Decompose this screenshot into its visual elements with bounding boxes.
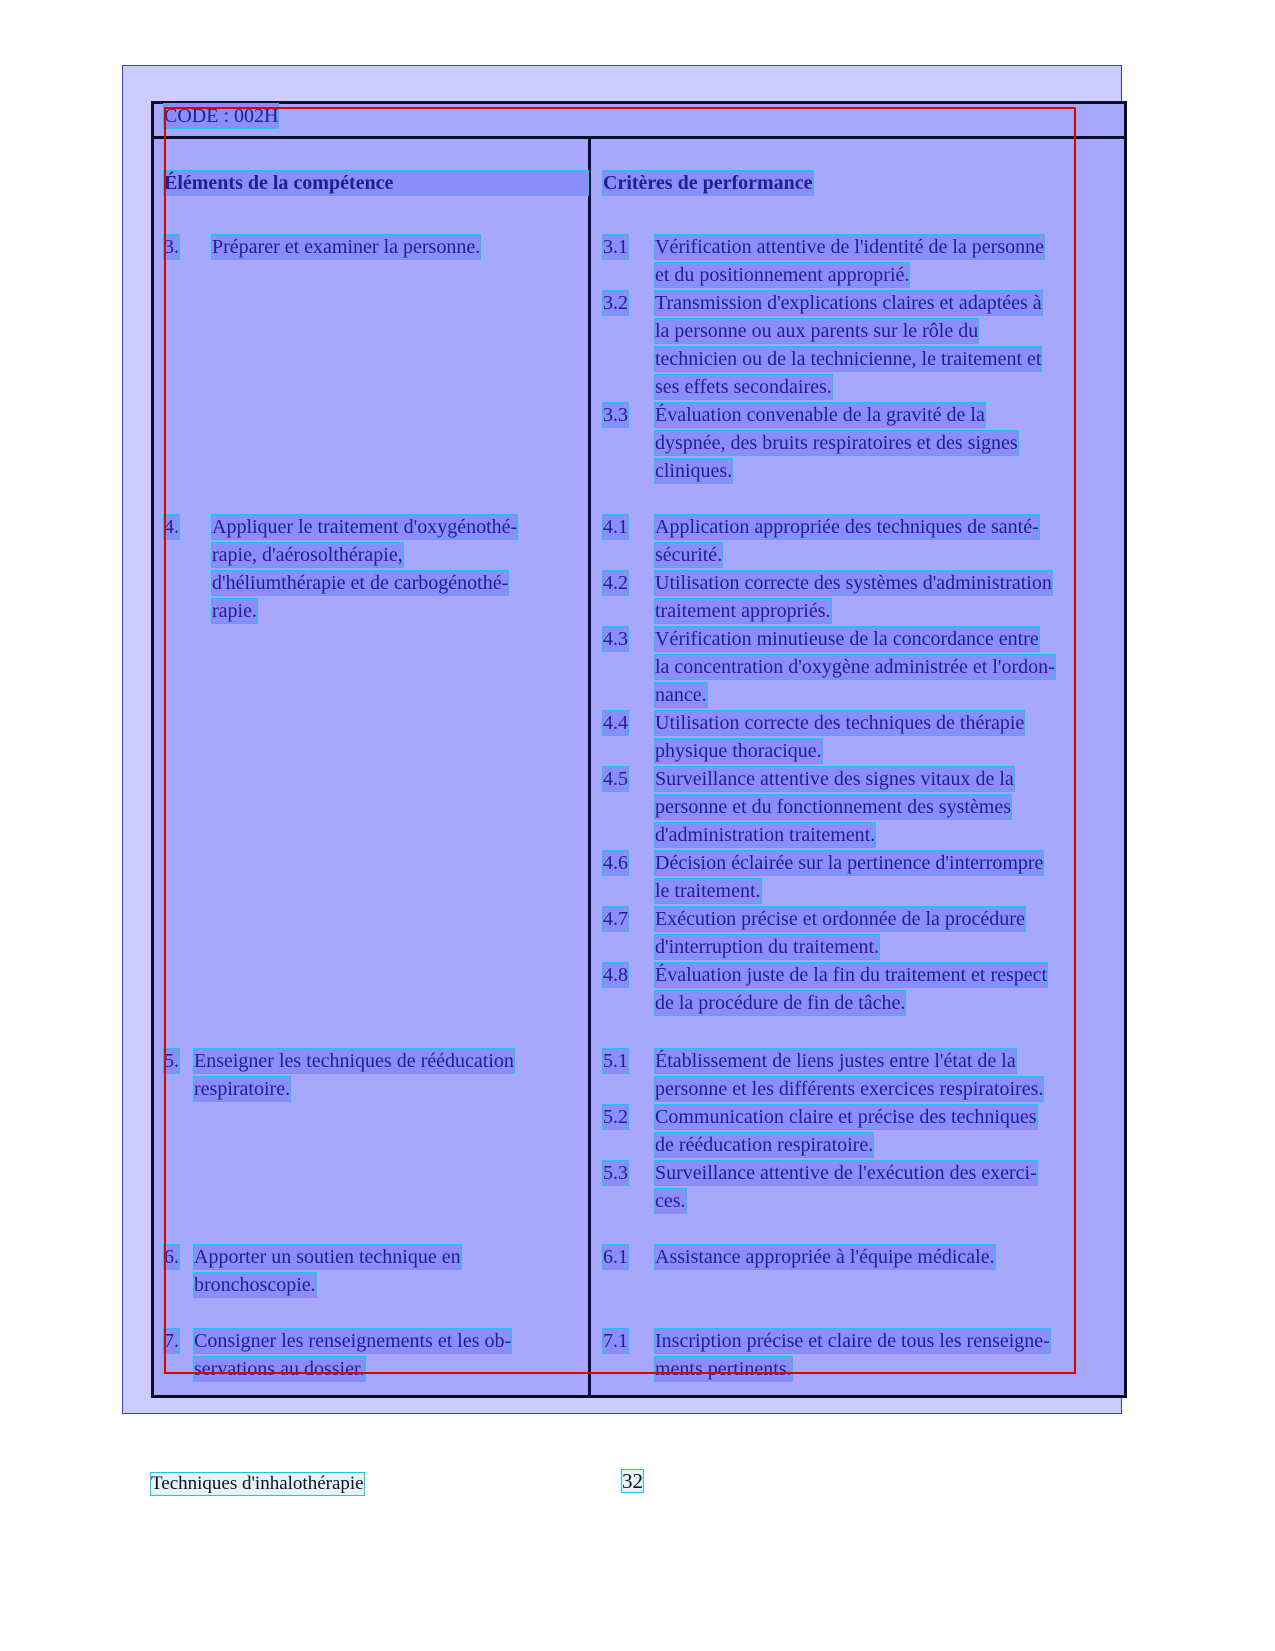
criterion-text-line: Décision éclairée sur la pertinence d'interrompre	[655, 852, 1044, 874]
criterion-text-line: ces.	[655, 1190, 686, 1212]
criterion-text-line: le traitement.	[655, 880, 761, 902]
criterion-text-line: Exécution précise et ordonnée de la procédure	[655, 908, 1025, 930]
element-number: 6.	[164, 1246, 179, 1268]
criterion-text-line: Surveillance attentive de l'exécution des exerci-	[655, 1162, 1037, 1184]
criterion-text-line: de rééducation respiratoire.	[655, 1134, 874, 1156]
criterion-text-line: Application appropriée des techniques de santé-	[655, 516, 1039, 538]
element-number: 4.	[164, 516, 179, 538]
criterion-number: 4.4	[603, 712, 628, 734]
criterion-text-line: Surveillance attentive des signes vitaux de la	[655, 768, 1014, 790]
criterion-text-line: Inscription précise et claire de tous les renseigne-	[655, 1330, 1050, 1352]
element-number: 5.	[164, 1050, 179, 1072]
header-elements: Éléments de la compétence	[164, 171, 588, 195]
element-text-line: d'héliumthérapie et de carbogénothé-	[212, 572, 509, 594]
criterion-text-line: ses effets secondaires.	[655, 376, 832, 398]
criterion-number: 4.7	[603, 908, 628, 930]
criterion-text-line: Établissement de liens justes entre l'état de la	[655, 1050, 1016, 1072]
element-text-line: rapie.	[212, 600, 257, 622]
criterion-number: 4.3	[603, 628, 628, 650]
element-text-line: Enseigner les techniques de rééducation	[194, 1050, 514, 1072]
criterion-text-line: d'interruption du traitement.	[655, 936, 880, 958]
criterion-number: 3.1	[603, 236, 628, 258]
criterion-text-line: Évaluation juste de la fin du traitement et respect	[655, 964, 1048, 986]
element-text-line: Apporter un soutien technique en	[194, 1246, 461, 1268]
criterion-text-line: cliniques.	[655, 460, 733, 482]
criterion-text-line: physique thoracique.	[655, 740, 822, 762]
criterion-text-line: d'administration traitement.	[655, 824, 876, 846]
element-text-line: servations au dossier.	[194, 1358, 365, 1380]
criterion-number: 4.2	[603, 572, 628, 594]
criterion-number: 4.6	[603, 852, 628, 874]
competence-code: CODE : 002H	[164, 105, 279, 127]
criterion-number: 5.3	[603, 1162, 628, 1184]
criterion-text-line: Utilisation correcte des techniques de thérapie	[655, 712, 1025, 734]
criterion-text-line: personne et les différents exercices respiratoires.	[655, 1078, 1044, 1100]
column-divider	[588, 137, 591, 1398]
criterion-text-line: sécurité.	[655, 544, 723, 566]
criterion-number: 4.1	[603, 516, 628, 538]
element-text-line: bronchoscopie.	[194, 1274, 316, 1296]
criterion-number: 4.5	[603, 768, 628, 790]
criterion-text-line: ments pertinents.	[655, 1358, 792, 1380]
element-text-line: Consigner les renseignements et les ob-	[194, 1330, 512, 1352]
criterion-text-line: la personne ou aux parents sur le rôle du	[655, 320, 979, 342]
criterion-text-line: la concentration d'oxygène administrée et l'ordon-	[655, 656, 1055, 678]
criterion-text-line: Évaluation convenable de la gravité de la	[655, 404, 985, 426]
criterion-text-line: de la procédure de fin de tâche.	[655, 992, 906, 1014]
criterion-number: 3.2	[603, 292, 628, 314]
criterion-text-line: technicien ou de la technicienne, le traitement et	[655, 348, 1042, 370]
footer-page-number: 32	[622, 1469, 643, 1493]
footer-title: Techniques d'inhalothérapie	[151, 1473, 364, 1494]
element-text-line: Appliquer le traitement d'oxygénothé-	[212, 516, 518, 538]
header-criteres: Critères de performance	[603, 172, 813, 194]
criterion-number: 7.1	[603, 1330, 628, 1352]
criterion-number: 3.3	[603, 404, 628, 426]
criterion-text-line: Vérification attentive de l'identité de la personne	[655, 236, 1045, 258]
criterion-text-line: traitement appropriés.	[655, 600, 831, 622]
criterion-text-line: et du positionnement approprié.	[655, 264, 910, 286]
element-number: 7.	[164, 1330, 179, 1352]
code-row-divider	[151, 136, 1127, 139]
criterion-text-line: personne et du fonctionnement des systèmes	[655, 796, 1012, 818]
element-text-line: Préparer et examiner la personne.	[212, 236, 481, 258]
criterion-text-line: Utilisation correcte des systèmes d'administration	[655, 572, 1052, 594]
criterion-text-line: Vérification minutieuse de la concordance entre	[655, 628, 1039, 650]
criterion-text-line: Assistance appropriée à l'équipe médicale.	[655, 1246, 995, 1268]
element-number: 3.	[164, 236, 179, 258]
criterion-text-line: dyspnée, des bruits respiratoires et des signes	[655, 432, 1018, 454]
criterion-text-line: nance.	[655, 684, 707, 706]
criterion-number: 6.1	[603, 1246, 628, 1268]
criterion-number: 5.1	[603, 1050, 628, 1072]
element-text-line: respiratoire.	[194, 1078, 291, 1100]
criterion-number: 4.8	[603, 964, 628, 986]
criterion-text-line: Communication claire et précise des techniques	[655, 1106, 1037, 1128]
criterion-number: 5.2	[603, 1106, 628, 1128]
element-text-line: rapie, d'aérosolthérapie,	[212, 544, 403, 566]
criterion-text-line: Transmission d'explications claires et adaptées à	[655, 292, 1042, 314]
